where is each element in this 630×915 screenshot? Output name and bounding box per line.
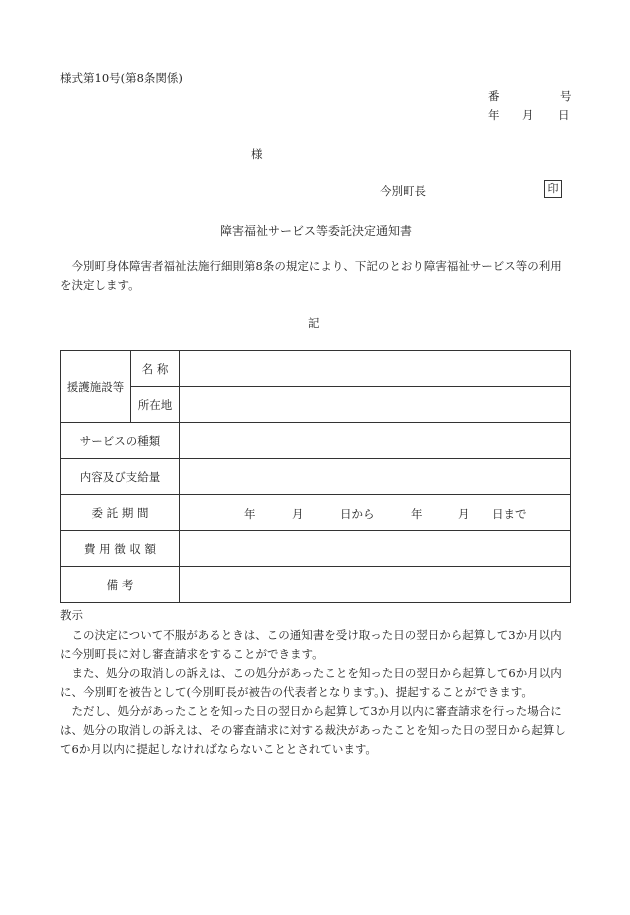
notice-heading: 教示 — [60, 608, 83, 622]
details-table — [60, 350, 571, 603]
table-row — [61, 423, 571, 459]
body-paragraph — [60, 257, 572, 295]
notice-paragraph-3: ただし、処分があったことを知った日の翌日から起算して3か月以内に審査請求を行った場合には、処分の取消しの訴えは、その審査請求に対する裁決があったことを知った日の翌日から起算して6か月以内に提起しなければならないこととされています。 — [60, 704, 566, 756]
name-value-cell[interactable] — [180, 351, 571, 387]
notice-body — [60, 626, 572, 759]
document-number-suffix: 号 — [560, 89, 572, 103]
content-value-cell[interactable] — [180, 459, 571, 495]
service-type-value-cell[interactable] — [180, 423, 571, 459]
addressee-suffix: 様 — [251, 147, 263, 161]
content-label-cell: 内容及び支給量 — [61, 459, 180, 495]
service-type-label-cell: サービスの種類 — [61, 423, 180, 459]
document-title: 障害福祉サービス等委託決定通知書 — [220, 224, 413, 238]
sender-name: 今別町長 — [380, 184, 426, 198]
location-value-cell[interactable] — [180, 387, 571, 423]
table-row — [61, 531, 571, 567]
seal-mark: 印 — [544, 180, 562, 198]
ki-heading: 記 — [308, 316, 320, 330]
period-label-cell: 委 託 期 間 — [61, 495, 180, 531]
remarks-label-cell: 備 考 — [61, 567, 180, 603]
table-row — [61, 387, 571, 423]
form-number: 様式第10号(第8条関係) — [60, 71, 183, 85]
date-year: 年 — [488, 108, 500, 122]
location-label-cell: 所在地 — [131, 387, 180, 423]
fee-label-cell: 費 用 徴 収 額 — [61, 531, 180, 567]
period-year-1: 年 — [244, 507, 256, 521]
period-month-1: 月 — [292, 507, 304, 521]
period-month-2: 月 — [458, 507, 470, 521]
period-value-cell[interactable] — [180, 495, 571, 531]
notice-paragraph-2: また、処分の取消しの訴えは、この処分があったことを知った日の翌日から起算して6か月以内に、今別町を被告として(今別町長が被告の代表者となります。)、提起することができます。 — [60, 666, 562, 699]
period-fields — [180, 495, 570, 530]
date-month: 月 — [522, 108, 534, 122]
period-day-until: 日まで — [492, 507, 527, 521]
facility-group-cell: 援護施設等 — [61, 351, 131, 423]
body-text: 今別町身体障害者福祉法施行細則第8条の規定により、下記のとおり障害福祉サービス等の利用を決定します。 — [60, 259, 562, 292]
table-row — [61, 495, 571, 531]
table-row — [61, 459, 571, 495]
date-day: 日 — [558, 108, 570, 122]
table-row — [61, 567, 571, 603]
notice-paragraph-1: この決定について不服があるときは、この通知書を受け取った日の翌日から起算して3か月以内に今別町長に対し審査請求をすることができます。 — [60, 628, 562, 661]
period-year-2: 年 — [411, 507, 423, 521]
period-day-from: 日から — [340, 507, 375, 521]
name-label-cell: 名 称 — [131, 351, 180, 387]
remarks-value-cell[interactable] — [180, 567, 571, 603]
fee-value-cell[interactable] — [180, 531, 571, 567]
table-row — [61, 351, 571, 387]
document-number-label: 番 — [488, 89, 500, 103]
